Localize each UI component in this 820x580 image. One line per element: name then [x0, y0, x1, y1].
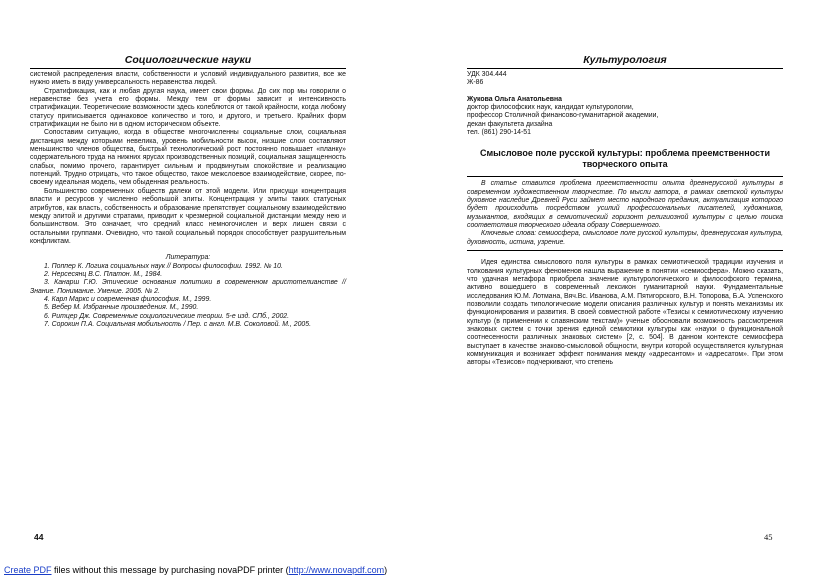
literature-item: 5. Вебер М. Избранные произведения. М., 1990. [44, 304, 199, 312]
literature-item: 2. Нерсесянц В.С. Платон. М., 1984. [44, 270, 163, 278]
literature-title: Литература: [165, 254, 211, 262]
right-header-rule [467, 68, 783, 69]
keywords-text: Ключевые слова: семиосфера, смысловое поле русской культуры, древнерусская культура, духовность, истина, узрение. [467, 230, 783, 246]
author-info-line: доктор философских наук, кандидат культурологии, [467, 104, 634, 112]
left-page-number: 44 [34, 532, 44, 542]
left-paragraph-2: Стратификация, как и любая другая наука, имеет свои формы. До сих пор мы говорили о неравенстве без учета его формы. Между тем от формы зависит и интенсивность стратификации. Теоретические возможности здесь колеблются от такой крайности, когда любому статусу приписывается одинаковое количество и того, и другого, и третьего. Крайних форм стратификации не было ни в одном историческом объекте. [30, 87, 346, 129]
create-pdf-link[interactable]: Create PDF [4, 565, 52, 575]
bbk-code: Ж-86 [467, 79, 484, 87]
literature-item: 4. Карл Маркс и современная философия. М., 1999. [44, 295, 212, 303]
novapdf-url-link[interactable]: http://www.novapdf.com [288, 565, 385, 575]
udk-code: УДК 304.444 [467, 71, 507, 78]
right-page-number: 45 [764, 532, 773, 542]
author-info-line: профессор Столичной финансово-гуманитарной академии, [467, 112, 659, 120]
left-page-header: Социологические науки [124, 54, 252, 66]
right-page-header: Культурология [583, 54, 667, 66]
abstract-box [467, 176, 783, 251]
literature-item: 6. Ритцер Дж. Современные социологические теории. 5-е изд. СПб., 2002. [44, 312, 290, 320]
left-page [0, 0, 410, 556]
author-name: Жукова Ольга Анатольевна [467, 95, 562, 103]
abstract-text: В статье ставится проблема преемственности опыта древнерусской культуры в современном художественном творчестве. По мысли автора, в рамках светской культуры духовное наследие Древней Руси займет место народного предания, актуализация которого будет происходить посредством усилий профессиональных писателей, художников, музыкантов, входящих в семиотический горизонт религиозной культуры с целью поиска соответствия творческого идеала образу Совершенного. [467, 180, 783, 230]
author-phone: тел. (861) 290-14-51 [467, 129, 531, 137]
article-body: Идея единства смыслового поля культуры в рамках семиотической традиции изучения и толкования культурных феноменов нашла выражение в понятии «семиосфера». Можно сказать, что удачная метафора приобрела значение культурологического и философского термина, активно вошедшего в современный лексикон гуманитарной науки. Фундаментальные исследования Ю.М. Лотмана, Вяч.Вс. Иванова, А.М. Пятигорского, В.Н. Топорова, Б.А. Успенского позволили создать типологические модели описания различных культур и понять механизмы их функционирования и развития. В своей совместной работе «Тезисы к семиотическому изучению культур (в применении к славянским текстам)» ученые обосновали возможность рассмотрения знаковых систем с точки зрения единой семиотики культуры как «науки о функциональной соотнесенности различных знаковых систем» [2, с. 504]. В данном контексте семиосфера выступает в качестве знаково-смысловой общности, внутри которой осуществляется культурная коммуникация и возникает эффект понимания между «адресантом» и «адресатом». При этом авторы «Тезисов» подчеркивают, что степень [467, 259, 783, 367]
right-page [410, 0, 820, 556]
left-header-rule [30, 68, 346, 69]
left-paragraph-1: системой распределения власти, собственности и условий индивидуального развития, все же нужно иметь в виду универсальность неравенства людей. [30, 71, 346, 87]
article-title: Смысловое поле русской культуры: проблема преемственности творческого опыта [479, 148, 770, 170]
left-text-column [30, 71, 346, 329]
left-paragraph-3: Сопоставим ситуацию, когда в обществе многочисленны социальные слои, социальная дистанция между которыми невелика, уровень мобильности высок, низшие слои составляют меньшинство членов общества, быстрый технологический рост постоянно повышает «планку» содержательного труда на нижних ярусах производственных позиций, социальная защищенность слабых, помимо прочего, гарантирует сильным и продвинутым спокойствие и реализацию потенций. Трудно отрицать, что такое общество, такое межслоевое взаимодействие, скорее, по-своему идеальная модель, чем обыденная реальность. [30, 129, 346, 187]
literature-item: 3. Канарш Г.Ю. Этические основания политики в современном аристотелианстве // Знание. Понимание. Умение. 2005. № 2. [30, 279, 346, 295]
author-info-line: декан факультета дизайна [467, 120, 553, 128]
pdf-footer [4, 565, 387, 575]
literature-item: 7. Сорокин П.А. Социальная мобильность / Пер. с англ. М.В. Соколовой. М., 2005. [44, 320, 311, 328]
literature-item: 1. Поппер К. Логика социальных наук // Вопросы философии. 1992. № 10. [44, 262, 283, 270]
left-paragraph-4: Большинство современных обществ далеки от этой модели. Или присущи концентрация власти и ресурсов у численно небольшой элиты. Концентрация у элиты таких статусных атрибутов, как власть, собственность и образование препятствует социальному взаимодействию между элитой и другими стратами, приводит к чрезмерной социальной дистанции между нею и большинством. Это означает, что средний класс немногочислен и верх лишен связи с остальными группами. Очевидно, что такой социальный порядок способствует разрушительным конфликтам. [30, 187, 346, 245]
footer-message: files without this message by purchasing novaPDF printer ( [51, 565, 289, 575]
right-text-column [467, 71, 783, 368]
footer-end: ) [384, 565, 388, 575]
